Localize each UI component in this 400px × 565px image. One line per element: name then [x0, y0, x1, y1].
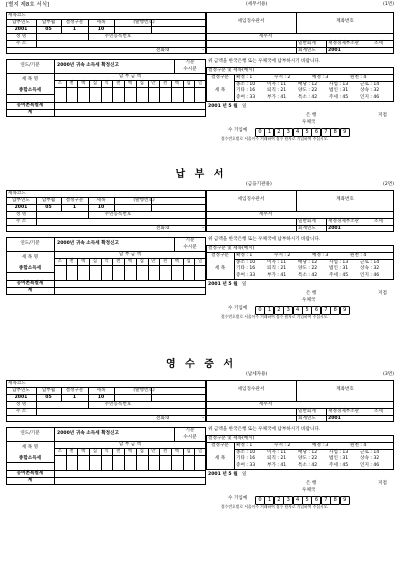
footnote: 접수번호별로 서울이주 거래하여 접수 원자로 기입하여 주십시오.	[221, 314, 329, 319]
tax-code: 상속 : 32	[360, 88, 380, 93]
post-label: 우체국	[302, 298, 316, 303]
office-row-label: 세무서	[259, 401, 273, 407]
form-title: 영 수 증 서	[165, 359, 237, 370]
decision-code: 원천 : 4	[350, 252, 367, 258]
decision-code: 수시 : 2	[274, 442, 291, 448]
tax-type-label: 조세	[374, 408, 383, 414]
notice-line: 위 금액을 한국은행 또는 우체국에 납부하시기 바랍니다.	[208, 237, 321, 242]
month-value: 05	[45, 394, 52, 400]
digit-unit-label: 만	[151, 80, 156, 86]
account-prefix: 수 기입예	[228, 306, 248, 311]
address-label: 주 소	[15, 408, 27, 414]
tax-code: 증여 : 33	[236, 462, 256, 468]
account-digit: 8	[330, 306, 340, 315]
post-label: 우체국	[302, 488, 316, 493]
year-col-label: 납부연도	[12, 19, 30, 25]
tax-code: 종소 : 10	[236, 259, 256, 265]
tax-code: 부가 : 41	[267, 94, 287, 100]
tax-code: 배당 : 12	[298, 449, 318, 455]
tax-code: 근로 : 14	[360, 81, 380, 87]
tax-value: 10	[97, 394, 105, 400]
row-divider	[6, 415, 206, 416]
tax-form-section-3	[6, 360, 396, 560]
tax-code: 부가 : 41	[267, 272, 287, 278]
tax-name-label: 세 목 명	[21, 445, 39, 450]
digit-unit-label: 백	[127, 258, 133, 264]
account-digit: 0	[255, 128, 265, 137]
tax-type-label: 조세	[374, 40, 383, 46]
digit-unit-label: 십	[186, 258, 191, 264]
notice-line: 위 금액을 한국은행 또는 우체국에 납부하시기 바랍니다.	[208, 59, 321, 64]
decision-row-label: 결정구분	[211, 74, 229, 80]
tax-code: 퇴직 : 21	[267, 88, 287, 93]
tax-code: 인지 : 46	[360, 462, 380, 468]
tax-code: 상속 : 32	[360, 266, 380, 271]
account-digit: 9	[340, 128, 350, 137]
office-row-label: 세무서	[259, 33, 273, 39]
year-col-label: 납부연도	[12, 197, 30, 203]
fiscal-year-label: 회계연도	[298, 415, 316, 421]
account-digit: 7	[321, 128, 331, 137]
digit-unit-label: 십	[92, 448, 98, 454]
notice-date: 2001 년 5 월	[208, 104, 238, 109]
col-divider	[36, 211, 37, 225]
tax-row-label: 계	[27, 287, 33, 293]
account-digit: 6	[311, 496, 321, 505]
account-digit: 5	[302, 128, 312, 137]
office-label: 세입징수관서	[237, 387, 265, 392]
digit-unit-label: 조	[57, 258, 62, 264]
period-label-1: 기분	[185, 60, 195, 65]
decision-col-label: 결정구분	[65, 19, 84, 25]
tax-code: 특소 : 42	[298, 272, 318, 278]
account-digit: 0	[255, 306, 265, 315]
tax-code: 양도 : 22	[298, 88, 318, 93]
account-prefix: 수 기입예	[228, 496, 248, 501]
account-digit: 1	[264, 306, 274, 315]
digit-unit-label: 천	[116, 80, 121, 86]
fiscal-year-value: 2001	[328, 47, 341, 53]
receiver-label: 일	[242, 472, 247, 477]
account-digit: 7	[321, 496, 331, 505]
period-label-2: 수시분	[183, 66, 197, 72]
row-divider	[6, 94, 54, 95]
rrn-label: 주민등록번호	[104, 401, 132, 407]
account-label: 계좌번호	[336, 19, 354, 24]
name-label: 성 명	[15, 401, 27, 407]
tax-code: 근로 : 14	[360, 259, 380, 265]
tax-code: 양도 : 22	[298, 456, 318, 461]
row-divider	[6, 462, 54, 463]
collection-label: 일반회계	[298, 408, 316, 414]
issue-col-label: (발행번호)	[133, 19, 155, 25]
collection-label: 일반회계	[298, 218, 316, 224]
month-col-label: 납부월	[41, 197, 56, 203]
digit-unit-label: 천	[69, 448, 74, 454]
tax-value: 10	[97, 204, 105, 210]
address-label: 주 소	[15, 40, 27, 46]
form-copy-type: (납세자용)	[246, 372, 268, 377]
account-digit: 8	[330, 128, 340, 137]
tax-form-section-2	[6, 170, 396, 360]
bank-label: 은 행	[306, 291, 317, 296]
account-digit: 4	[293, 128, 303, 137]
tax-code: 이자 : 11	[267, 81, 287, 87]
digit-unit-label: 백	[127, 448, 133, 454]
tax-col-label: 세목	[96, 197, 106, 203]
digit-unit-label: 억	[104, 448, 109, 454]
tax-code: 법인 : 31	[329, 266, 349, 271]
account-digit: 3	[283, 306, 293, 315]
digit-unit-label: 백	[174, 80, 179, 86]
form-page-number: (1면)	[383, 2, 394, 7]
month-value: 05	[45, 26, 52, 32]
tax-code: 인지 : 46	[360, 94, 380, 100]
decision-code: 확정 : 1	[236, 74, 253, 80]
digit-unit-label: 일	[198, 80, 203, 86]
col-divider	[36, 33, 37, 47]
office-row-label: 세무서	[259, 211, 273, 217]
account-digit: 6	[311, 128, 321, 137]
form-copy-type: (금융기관용)	[246, 182, 272, 187]
year-col-label: 납부연도	[12, 387, 30, 393]
year-tax-label: 연도/기분	[20, 241, 40, 246]
account-digit: 4	[293, 496, 303, 505]
form-title: 납 부 서	[175, 169, 227, 180]
account-prefix: 수 기입예	[228, 128, 248, 133]
col-divider	[234, 74, 235, 102]
phone-label: 전화:0	[156, 415, 170, 421]
tax-code: 주세 : 45	[329, 94, 349, 100]
tax-row-label: 농어촌특별세	[16, 470, 44, 476]
tax-code: 종소 : 10	[236, 449, 256, 455]
year-value: 2001	[14, 204, 28, 210]
branch-label: 지점	[378, 481, 387, 486]
month-col-label: 납부월	[41, 19, 56, 25]
tax-code: 법인 : 31	[329, 88, 349, 93]
digit-unit-label: 백	[81, 80, 86, 86]
phone-label: 전화:0	[156, 225, 170, 231]
account-digit: 1	[264, 128, 274, 137]
digit-unit-label: 십	[139, 80, 144, 86]
tax-name-label: 세 목 명	[21, 77, 39, 82]
tax-row-label: 계	[27, 477, 33, 483]
bank-label: 은 행	[306, 113, 317, 118]
digit-unit-label: 백	[127, 80, 133, 86]
year-tax-label: 연도/기분	[20, 431, 40, 436]
decision-code: 예정 : 3	[312, 74, 329, 80]
tax-code: 부가 : 41	[267, 462, 287, 468]
tax-code: 기타 : 16	[236, 456, 256, 461]
account-label: 계좌번호	[336, 387, 354, 392]
agency-label: 재정경제부소관	[328, 218, 360, 224]
phone-label: 전화:0	[156, 47, 170, 53]
account-digit: 5	[302, 496, 312, 505]
tax-code: 사업 : 13	[329, 81, 349, 87]
account-digit: 6	[311, 306, 321, 315]
tax-row-label: 농어촌특별세	[16, 102, 44, 108]
form-label: [별지 제8호 서식]	[6, 2, 50, 8]
receiver-label: 일	[242, 104, 247, 109]
fiscal-year-label: 회계연도	[298, 225, 316, 231]
tax-code: 법인 : 31	[329, 456, 349, 461]
issue-col-label: (발행번호)	[133, 387, 155, 393]
digit-unit-label: 십	[139, 448, 144, 454]
digit-unit-label: 십	[186, 80, 191, 86]
rrn-label: 주민등록번호	[104, 33, 132, 39]
phone-dash: –	[202, 47, 205, 53]
fiscal-year-value: 2001	[328, 415, 341, 421]
tax-code: 주세 : 45	[329, 272, 349, 278]
row-divider	[6, 47, 206, 48]
col-divider	[296, 408, 297, 422]
account-digit: 5	[302, 306, 312, 315]
decision-value: 1	[72, 394, 77, 400]
digit-unit-label: 천	[162, 80, 168, 86]
col-divider	[326, 40, 327, 54]
footnote: 접수번호별로 서울이주 거래하여 접수 원자로 기입하여 주십시오.	[221, 136, 329, 141]
branch-label: 지점	[378, 113, 387, 118]
account-digit: 4	[293, 306, 303, 315]
tax-row-label: 계	[27, 109, 33, 115]
digit-unit-label: 천	[162, 448, 168, 454]
digit-unit-label: 백	[174, 448, 179, 454]
period-label-1: 기분	[185, 428, 195, 433]
digit-unit-label: 천	[116, 448, 121, 454]
digit-unit-label: 천	[116, 258, 121, 264]
address-label: 주 소	[15, 218, 27, 224]
digit-unit-label: 만	[151, 258, 156, 264]
office-label: 세입징수관서	[237, 19, 265, 24]
account-label: 계좌번호	[336, 197, 354, 202]
decision-value: 1	[72, 204, 77, 210]
period-label-2: 수시분	[183, 434, 197, 440]
digit-unit-label: 억	[104, 258, 109, 264]
decision-code: 예정 : 3	[312, 442, 329, 448]
col-divider	[36, 401, 37, 415]
tax-code: 증여 : 33	[236, 272, 256, 278]
digit-unit-label: 일	[198, 258, 203, 264]
receiver-label: 일	[242, 282, 247, 287]
tax-code: 이자 : 11	[267, 259, 287, 265]
year-tax-value: 2000년 귀속 소득세 확정신고	[57, 63, 119, 68]
digit-unit-label: 십	[92, 258, 98, 264]
tax-code: 종소 : 10	[236, 81, 256, 87]
tax-code: 특소 : 42	[298, 462, 318, 468]
footnote: 접수번호별로 서울이주 거래하여 접수 원자로 기입하여 주십시오.	[221, 504, 329, 509]
decision-row-label: 결정구분	[211, 442, 229, 448]
tax-col-label: 세목	[96, 387, 106, 393]
account-digit: 9	[340, 496, 350, 505]
form-copy-type: (세무서용)	[246, 2, 268, 7]
decision-code: 원천 : 4	[350, 74, 367, 80]
decision-col-label: 결정구분	[65, 197, 84, 203]
account-digit: 1	[264, 496, 274, 505]
decision-col-label: 결정구분	[65, 387, 84, 393]
tax-code-label: 세목코드	[8, 12, 26, 18]
account-digit: 3	[283, 128, 293, 137]
agency-label: 재정경제부소관	[328, 408, 360, 414]
account-digit: 8	[330, 496, 340, 505]
digit-unit-label: 조	[57, 448, 62, 454]
tax-code: 배당 : 12	[298, 81, 318, 87]
account-digit: 0	[255, 496, 265, 505]
tax-row-label: 종합소득세	[18, 266, 42, 271]
row-divider	[6, 225, 206, 226]
col-divider	[326, 218, 327, 232]
digit-unit-label: 천	[69, 258, 74, 264]
tax-code: 증여 : 33	[236, 94, 256, 100]
bank-label: 은 행	[306, 481, 317, 486]
col-divider	[234, 442, 235, 470]
period-label-1: 기분	[185, 238, 195, 243]
month-col-label: 납부월	[41, 387, 56, 393]
codes-title: 결정구분 및 세목(예시)	[208, 245, 255, 251]
row-divider	[206, 33, 394, 34]
decision-code: 원천 : 4	[350, 442, 367, 448]
tax-code: 근로 : 14	[360, 449, 380, 455]
account-digit: 3	[283, 496, 293, 505]
tax-code: 주세 : 45	[329, 462, 349, 468]
tax-value: 10	[97, 26, 105, 32]
digit-unit-label: 일	[198, 448, 203, 454]
year-tax-value: 2000년 귀속 소득세 확정신고	[57, 431, 119, 436]
decision-code: 확정 : 1	[236, 252, 253, 258]
notice-date: 2001 년 5 월	[208, 472, 238, 477]
codes-title: 결정구분 및 세목(예시)	[208, 67, 255, 73]
period-label-2: 수시분	[183, 244, 197, 250]
tax-row-label: 농어촌특별세	[16, 280, 44, 286]
account-digit: 9	[340, 306, 350, 315]
amount-header: 납 부 금 액	[118, 73, 142, 79]
tax-code: 상속 : 32	[360, 456, 380, 461]
row-divider	[206, 401, 394, 402]
year-tax-value: 2000년 귀속 소득세 확정신고	[57, 241, 119, 246]
tax-type-label: 조세	[374, 218, 383, 224]
col-divider	[234, 252, 235, 280]
branch-label: 지점	[378, 291, 387, 296]
decision-code: 예정 : 3	[312, 252, 329, 258]
digit-unit-label: 천	[69, 80, 74, 86]
phone-dash: –	[202, 415, 205, 421]
office-label: 세입징수관서	[237, 197, 265, 202]
tax-code-label: 세목코드	[8, 190, 26, 196]
tax-code-row-label: 세 목	[214, 456, 226, 461]
tax-code: 배당 : 12	[298, 259, 318, 265]
digit-unit-label: 억	[104, 80, 109, 86]
col-divider	[296, 40, 297, 54]
tax-code: 사업 : 13	[329, 449, 349, 455]
agency-label: 재정경제부소관	[328, 40, 360, 46]
account-digit: 2	[274, 306, 284, 315]
tax-code: 양도 : 22	[298, 266, 318, 271]
tax-form-section-1	[6, 3, 396, 173]
tax-code: 퇴직 : 21	[267, 456, 287, 461]
issue-col-label: (발행번호)	[133, 197, 155, 203]
year-value: 2001	[14, 26, 28, 32]
tax-code: 기타 : 16	[236, 88, 256, 93]
codes-title: 결정구분 및 세목(예시)	[208, 435, 255, 441]
digit-unit-label: 십	[139, 258, 144, 264]
decision-code: 수시 : 2	[274, 74, 291, 80]
tax-code-row-label: 세 목	[214, 88, 226, 93]
notice-date: 2001 년 5 월	[208, 282, 238, 287]
tax-row-label: 종합소득세	[18, 456, 42, 461]
decision-code: 수시 : 2	[274, 252, 291, 258]
tax-code: 사업 : 13	[329, 259, 349, 265]
account-digit: 2	[274, 496, 284, 505]
amount-header: 납 부 금 액	[118, 251, 142, 257]
tax-code: 특소 : 42	[298, 94, 318, 100]
year-value: 2001	[14, 394, 28, 400]
row-divider	[6, 272, 54, 273]
tax-col-label: 세목	[96, 19, 106, 25]
digit-unit-label: 만	[151, 448, 156, 454]
tax-code-label: 세목코드	[8, 380, 26, 386]
post-label: 우체국	[302, 120, 316, 125]
digit-unit-label: 조	[57, 80, 62, 86]
fiscal-year-value: 2001	[328, 225, 341, 231]
account-digit: 7	[321, 306, 331, 315]
digit-unit-label: 백	[81, 258, 86, 264]
collection-label: 일반회계	[298, 40, 316, 46]
tax-code: 퇴직 : 21	[267, 266, 287, 271]
tax-code: 이자 : 11	[267, 449, 287, 455]
phone-dash: –	[202, 225, 205, 231]
digit-unit-label: 십	[92, 80, 98, 86]
month-value: 05	[45, 204, 52, 210]
name-label: 성 명	[15, 33, 27, 39]
decision-code: 확정 : 1	[236, 442, 253, 448]
tax-name-label: 세 목 명	[21, 255, 39, 260]
notice-line: 위 금액을 한국은행 또는 우체국에 납부하시기 바랍니다.	[208, 427, 321, 432]
form-page-number: (3면)	[383, 372, 394, 377]
digit-unit-label: 백	[81, 448, 86, 454]
digit-unit-label: 천	[162, 258, 168, 264]
tax-code-row-label: 세 목	[214, 266, 226, 271]
tax-code: 인지 : 46	[360, 272, 380, 278]
amount-header: 납 부 금 액	[118, 441, 142, 447]
tax-row-label: 종합소득세	[18, 88, 42, 93]
fiscal-year-label: 회계연도	[298, 47, 316, 53]
decision-value: 1	[72, 26, 77, 32]
name-label: 성 명	[15, 211, 27, 217]
row-divider	[206, 211, 394, 212]
digit-unit-label: 십	[186, 448, 191, 454]
col-divider	[326, 408, 327, 422]
tax-code: 기타 : 16	[236, 266, 256, 271]
digit-unit-label: 백	[174, 258, 179, 264]
rrn-label: 주민등록번호	[104, 211, 132, 217]
col-divider	[296, 218, 297, 232]
decision-row-label: 결정구분	[211, 252, 229, 258]
form-page-number: (2면)	[383, 182, 394, 187]
year-tax-label: 연도/기분	[20, 63, 40, 68]
account-digit: 2	[274, 128, 284, 137]
